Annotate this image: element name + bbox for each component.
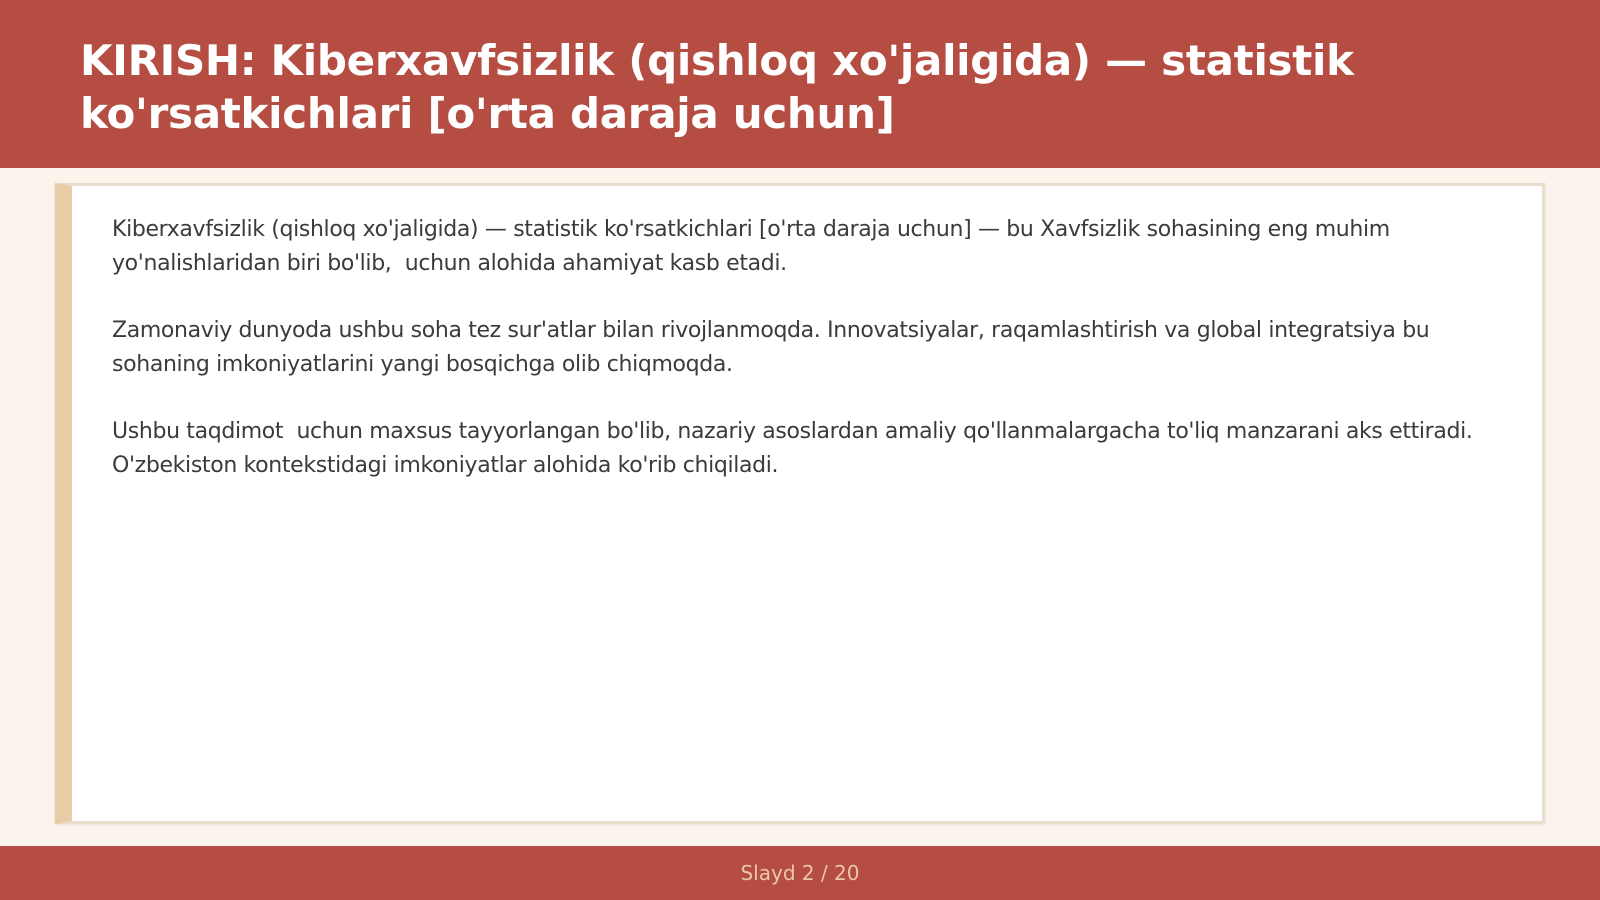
slide-counter: Slayd 2 / 20	[740, 861, 860, 885]
paragraph-intro: Kiberxavfsizlik (qishloq xo'jaligida) — statistik ko'rsatkichlari [o'rta daraja uchun] — bu Xavfsizlik sohasining eng muhim yo'nalishlaridan biri bo'lib, uchun alohida ahamiyat kasb etadi.	[112, 217, 1397, 276]
content-card	[55, 183, 1545, 824]
paragraph-presentation-purpose: Ushbu taqdimot uchun maxsus tayyorlangan bo'lib, nazariy asoslardan amaliy qo'llanmalargacha to'liq manzarani aks ettiradi. O'zbekiston kontekstidagi imkoniyatlar alohida ko'rib chiqiladi.	[112, 419, 1480, 478]
slide-header	[0, 0, 1600, 168]
slide-footer	[0, 846, 1600, 900]
paragraph-modern-world: Zamonaviy dunyoda ushbu soha tez sur'atlar bilan rivojlanmoqda. Innovatsiyalar, raqamlashtirish va global integratsiya bu sohaning imkoniyatlarini yangi bosqichga olib chiqmoqda.	[112, 318, 1437, 377]
slide-title: KIRISH: Kiberxavfsizlik (qishloq xo'jaligida) — statistik ko'rsatkichlari [o'rta daraja uchun]	[80, 36, 1354, 138]
